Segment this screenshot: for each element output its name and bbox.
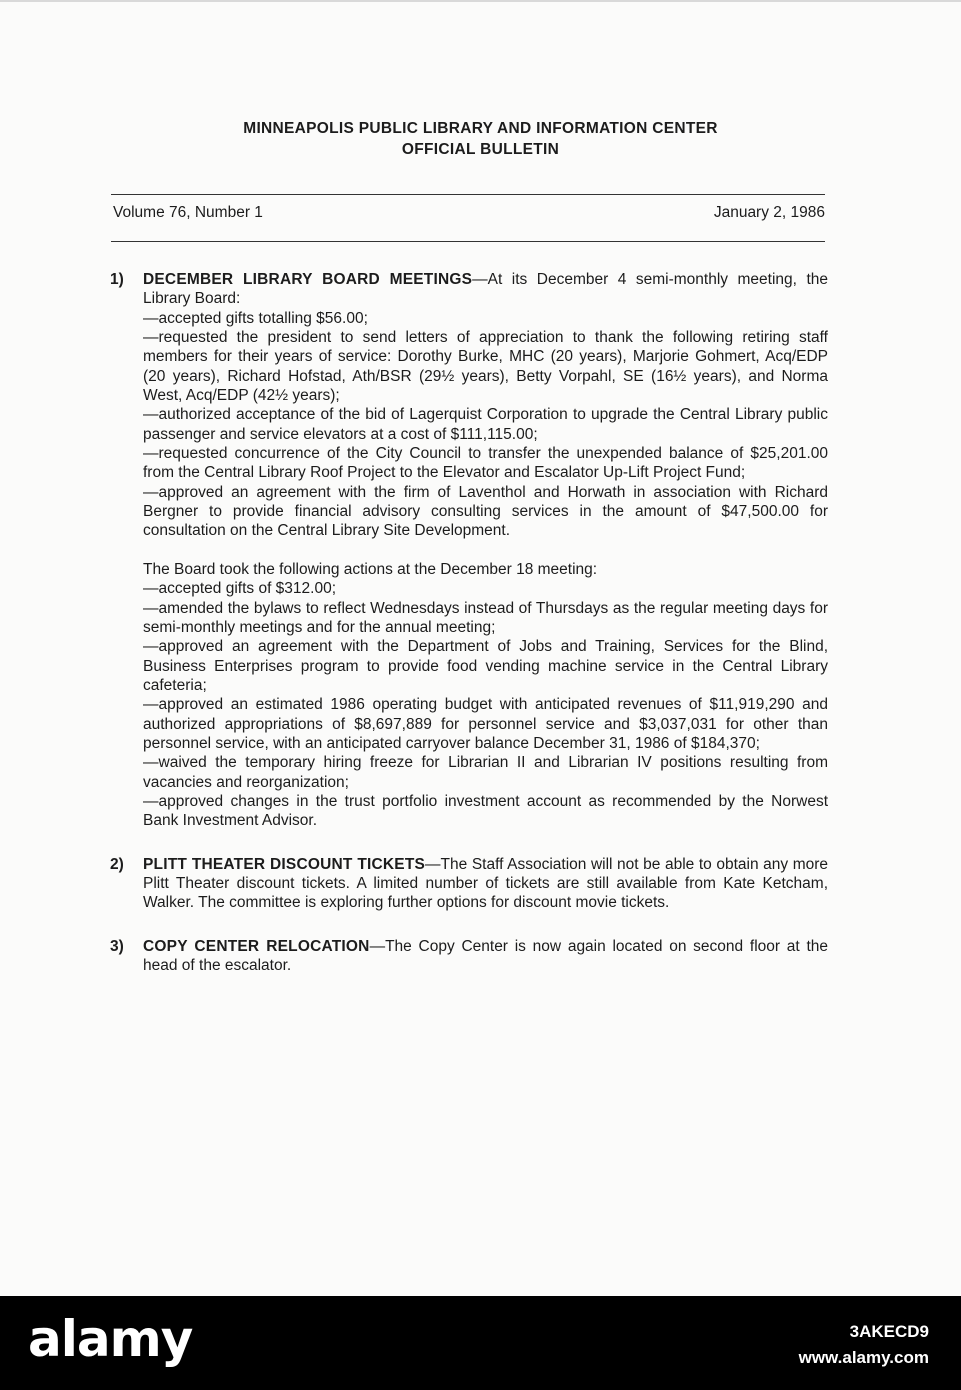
action-line: —accepted gifts totalling $56.00; — [143, 309, 368, 327]
action-line: —amended the bylaws to reflect Wednesdays instead of Thursdays as the regular meeting days for semi-monthly meetings and for the annual meeting; — [143, 599, 828, 636]
image-code: 3AKECD9 — [849, 1322, 929, 1341]
item-title: PLITT THEATER DISCOUNT TICKETS — [143, 855, 426, 873]
alamy-logo: alamy — [28, 1310, 193, 1368]
action-line: —approved an estimated 1986 operating budget with anticipated revenues of $11,919,290 and authorized appropriations of $8,697,889 for personnel service and $3,037,031 for other than personnel service, with an anticipated carryover balance December 31, 1986 of $184,370; — [143, 696, 828, 752]
item-number: 3) — [110, 937, 124, 955]
item-number: 2) — [110, 855, 124, 873]
action-line: —waived the temporary hiring freeze for Librarian II and Librarian IV positions resulting from vacancies and reorganization; — [143, 754, 828, 791]
header-rule-bottom — [111, 241, 825, 242]
action-line: —authorized acceptance of the bid of Lagerquist Corporation to upgrade the Central Library public passenger and service elevators at a cost of $111,115.00; — [143, 406, 828, 443]
issue-volume: Volume 76, Number 1 — [113, 204, 263, 221]
bulletin-item-3 — [110, 937, 828, 976]
site-url: www.alamy.com — [798, 1348, 929, 1367]
watermark-bar — [0, 1296, 961, 1390]
top-edge-rule — [0, 0, 961, 2]
action-line: —requested the president to send letters of appreciation to thank the following retiring staff members for their years of service: Dorothy Burke, MHC (20 years), Marjorie Gohmert, Acq/EDP (20 years), Richard Hofstad, Ath/BSR (29½ years), Betty Vorpahl, SE (16½ years), and Norma West, Acq/EDP (42½ years); — [143, 329, 828, 405]
action-line: —accepted gifts of $312.00; — [143, 580, 337, 598]
item-number: 1) — [110, 271, 124, 288]
item-intro: —The Copy Center is now again located on second floor at the head of the escalator. — [143, 937, 829, 974]
bulletin-item-1 — [110, 270, 828, 831]
header-organization: MINNEAPOLIS PUBLIC LIBRARY AND INFORMATION CENTER — [243, 120, 718, 137]
action-line: —requested concurrence of the City Council to transfer the unexpended balance of $25,201.00 from the Central Library Roof Project to the Elevator and Escalator Up-Lift Project Fund; — [143, 445, 828, 482]
action-line: —approved changes in the trust portfolio investment account as recommended by the Norwest Bank Investment Advisor. — [143, 792, 828, 830]
item-intro: —At its December 4 semi-monthly meeting, the Library Board: — [143, 271, 828, 308]
action-line: —approved an agreement with the Department of Jobs and Training, Services for the Blind, Business Enterprises program to provide food vending machine service in the Central Library cafeteria; — [143, 638, 828, 694]
header-bulletin-title: OFFICIAL BULLETIN — [401, 141, 560, 158]
item-intro: —The Staff Association will not be able to obtain any more Plitt Theater discount tickets. A limited number of tickets are still available from Kate Ketcham, Walker. The committee is exploring further options for discount movie tickets. — [143, 855, 829, 912]
header-rule-top — [111, 194, 825, 195]
bulletin-item-2 — [110, 855, 828, 913]
bulletin-body — [110, 270, 828, 975]
bulletin-header — [0, 118, 961, 160]
item-title: DECEMBER LIBRARY BOARD MEETINGS — [143, 271, 473, 288]
meeting-intro: The Board took the following actions at the December 18 meeting: — [143, 560, 598, 578]
issue-line — [113, 204, 825, 222]
issue-date: January 2, 1986 — [713, 204, 825, 221]
action-line: —approved an agreement with the firm of Laventhol and Horwath in association with Richard Bergner to provide financial advisory consulting services in the amount of $47,500.00 for consultation on the Central Library Site Development. — [143, 483, 828, 540]
item-title: COPY CENTER RELOCATION — [143, 937, 370, 955]
